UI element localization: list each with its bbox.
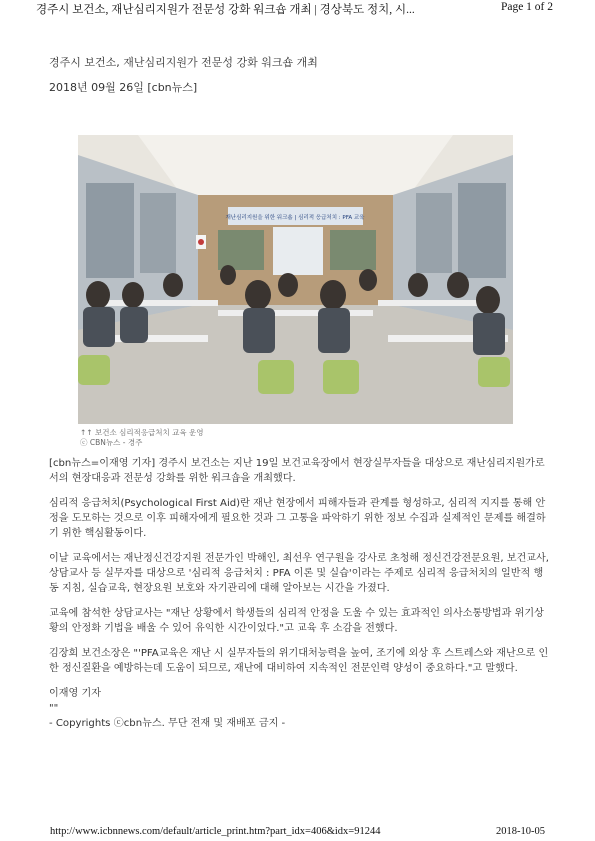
article-byline: 이재영 기자 xyxy=(49,688,101,699)
article-paragraph: [cbn뉴스=이재영 기자] 경주시 보건소는 지난 19일 보건교육장에서 현장실무자들을 대상으로 재난심리지원가로서의 현장대응과 전문성 강화를 위한 워크숍을 개최했다. xyxy=(49,458,545,484)
page-number: Page 1 of 2 xyxy=(500,1,553,13)
workshop-photo-illustration xyxy=(78,135,513,424)
print-footer-date: 2018-10-05 xyxy=(496,826,545,837)
article-copyright: - Copyrights ⓒcbn뉴스. 무단 전재 및 재배포 금지 - xyxy=(49,718,286,729)
article-paragraph: 심리적 응급처치(Psychological First Aid)란 재난 현장에서 피해자들과 관계를 형성하고, 심리적 지지를 통해 안정을 도모하는 것으로 이후 피해자에게 필요한 것과 그 고통을 파악하기 위한 정보 수집과 실제적인 문제를 해결하기 위한 핵심활동이다. xyxy=(49,498,546,539)
banner-text: 재난심리지원을 위한 워크숍 | 심리적 응급처치 : PFA 교육 xyxy=(225,215,365,221)
photo-caption xyxy=(80,428,204,448)
print-header-title: 경주시 보건소, 재난심리지원가 전문성 강화 워크숍 개최 | 경상북도 정치, 시... xyxy=(36,4,415,16)
print-footer-url: http://www.icbnnews.com/default/article_print.htm?part_idx=406&idx=91244 xyxy=(50,826,381,837)
photo-caption-title: ↑↑ 보건소 심리적응급처치 교육 운영 xyxy=(80,428,204,437)
article-paragraph: 김장희 보건소장은 "'PFA교육은 재난 시 실무자들의 위기대처능력을 높여, 조기에 외상 후 스트레스와 재난으로 인한 정신질환을 예방하는데 도움이 되므로, 재난에 대비하여 지속적인 전문인력 양성이 중요하다."고 말했다. xyxy=(49,648,549,674)
print-header xyxy=(0,0,595,18)
article-dateline: 2018년 09월 26일 [cbn뉴스] xyxy=(49,81,198,94)
article-headline: 경주시 보건소, 재난심리지원가 전문성 강화 워크숍 개최 xyxy=(49,56,318,69)
photo-credit: ⓒ CBN뉴스 - 경주 xyxy=(80,438,143,447)
article-quote-mark: "" xyxy=(49,703,59,714)
article-photo xyxy=(78,135,513,424)
article-paragraph: 이날 교육에서는 재난정신건강지원 전문가인 박해인, 최선우 연구원을 강사로 초청해 정신건강전문요원, 보건교사, 상담교사 등 실무자를 대상으로 '심리적 응급처치 : PFA 이론 및 실습'이라는 주제로 심리적 응급처치의 일반적 행동 지침, 실습교육, 현장요원 보호와 자기관리에 대해 알아보는 시간을 가졌다. xyxy=(49,553,549,594)
article-body xyxy=(49,456,549,731)
article-paragraph: 교육에 참석한 상담교사는 "재난 상황에서 학생들의 심리적 안정을 도울 수 있는 효과적인 의사소통방법과 위기상황의 안정화 기법을 배울 수 있어 유익한 시간이었다."고 교육 후 소감을 전했다. xyxy=(49,608,544,634)
